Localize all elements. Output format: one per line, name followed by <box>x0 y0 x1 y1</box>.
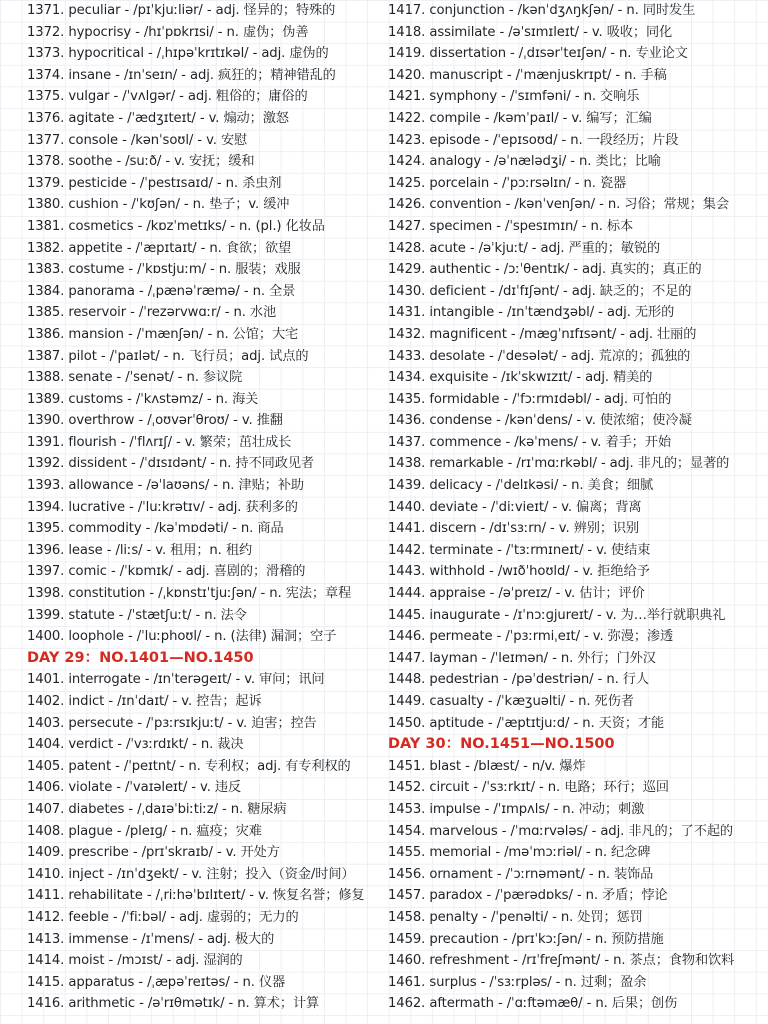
vocab-entry: 1381. cosmetics - /kɒzˈmetɪks/ - n. (pl.) 化妆品 <box>27 218 325 234</box>
vocab-entry: 1410. inject - /ɪnˈdʒekt/ - v. 注射；投入（资金/时间） <box>27 866 355 882</box>
vocab-entry: 1411. rehabilitate - /ˌriːhəˈbɪlɪteɪt/ - v. 恢复名誉；修复 <box>27 888 365 904</box>
right-column <box>388 0 766 1015</box>
vocab-entry: 1413. immense - /ɪˈmens/ - adj. 极大的 <box>27 931 275 947</box>
vocab-entry: 1426. convention - /kənˈvenʃən/ - n. 习俗；常规；集会 <box>388 197 729 213</box>
vocab-entry: 1408. plague - /pleɪɡ/ - n. 瘟疫；灾难 <box>27 823 262 839</box>
day-heading: DAY 29：NO.1401—NO.1450 <box>27 649 254 666</box>
vocab-entry: 1419. dissertation - /ˌdɪsərˈteɪʃən/ - n. 专业论文 <box>388 46 688 62</box>
vocab-entry: 1383. costume - /ˈkɒstjuːm/ - n. 服装；戏服 <box>27 262 301 278</box>
vocab-entry: 1373. hypocritical - /ˌhɪpəˈkrɪtɪkəl/ - adj. 虚伪的 <box>27 46 329 62</box>
vocab-entry: 1403. persecute - /ˈpɜːrsɪkjuːt/ - v. 迫害；控告 <box>27 715 317 731</box>
left-column <box>27 0 382 1015</box>
vocab-entry: 1440. deviate - /ˈdiːvieɪt/ - v. 偏离；背离 <box>388 499 642 515</box>
vocab-entry: 1375. vulgar - /ˈvʌlɡər/ - adj. 粗俗的；庸俗的 <box>27 89 308 105</box>
vocab-entry: 1444. appraise - /əˈpreɪz/ - v. 估计；评价 <box>388 586 645 602</box>
vocab-entry: 1382. appetite - /ˈæpɪtaɪt/ - n. 食欲；欲望 <box>27 240 292 256</box>
vocab-entry: 1372. hypocrisy - /hɪˈpɒkrɪsi/ - n. 虚伪；伪善 <box>27 24 309 40</box>
vocab-entry: 1457. paradox - /ˈpærədɒks/ - n. 矛盾；悖论 <box>388 888 668 904</box>
vocab-entry: 1452. circuit - /ˈsɜːrkɪt/ - n. 电路；环行；巡回 <box>388 780 669 796</box>
vocab-entry: 1428. acute - /əˈkjuːt/ - adj. 严重的；敏锐的 <box>388 240 661 256</box>
vocab-entry: 1449. casualty - /ˈkæʒuəlti/ - n. 死伤者 <box>388 694 634 709</box>
vocab-entry: 1406. violate - /ˈvaɪəleɪt/ - v. 违反 <box>27 780 242 796</box>
vocab-entry: 1450. aptitude - /ˈæptɪtjuːd/ - n. 天资；才能 <box>388 715 665 731</box>
vocab-entry: 1378. soothe - /suːð/ - v. 安抚；缓和 <box>27 154 255 170</box>
vocab-entry: 1424. analogy - /əˈnælədʒi/ - n. 类比；比喻 <box>388 154 661 170</box>
vocab-entry: 1434. exquisite - /ɪkˈskwɪzɪt/ - adj. 精美的 <box>388 370 653 386</box>
vocab-entry: 1404. verdict - /ˈvɜːrdɪkt/ - n. 裁决 <box>27 737 244 753</box>
vocab-entry: 1416. arithmetic - /əˈrɪθmətɪk/ - n. 算术；计算 <box>27 996 320 1012</box>
vocab-entry: 1412. feeble - /ˈfiːbəl/ - adj. 虚弱的；无力的 <box>27 909 299 925</box>
vocab-entry: 1374. insane - /ɪnˈseɪn/ - adj. 疯狂的；精神错乱的 <box>27 67 336 83</box>
vocab-entry: 1397. comic - /ˈkɒmɪk/ - adj. 喜剧的；滑稽的 <box>27 564 306 580</box>
vocab-entry: 1387. pilot - /ˈpaɪlət/ - n. 飞行员；adj. 试点的 <box>27 348 309 364</box>
vocab-entry: 1429. authentic - /ɔːˈθentɪk/ - adj. 真实的；真正的 <box>388 262 702 278</box>
vocab-entry: 1455. memorial - /məˈmɔːriəl/ - n. 纪念碑 <box>388 845 651 861</box>
vocab-entry: 1399. statute - /ˈstætʃuːt/ - n. 法令 <box>27 607 247 623</box>
vocab-entry: 1385. reservoir - /ˈrezərvwɑːr/ - n. 水池 <box>27 305 277 321</box>
vocab-entry: 1415. apparatus - /ˌæpəˈreɪtəs/ - n. 仪器 <box>27 974 286 990</box>
vocab-entry: 1454. marvelous - /ˈmɑːrvələs/ - adj. 非凡的；了不起的 <box>388 823 734 839</box>
vocab-entry: 1425. porcelain - /ˈpɔːrsəlɪn/ - n. 瓷器 <box>388 175 627 191</box>
vocab-entry: 1379. pesticide - /ˈpestɪsaɪd/ - n. 杀虫剂 <box>27 175 282 191</box>
vocab-entry: 1438. remarkable - /rɪˈmɑːrkəbl/ - adj. 非凡的；显著的 <box>388 456 730 472</box>
vocab-entry: 1396. lease - /liːs/ - v. 租用；n. 租约 <box>27 542 253 558</box>
vocab-entry: 1422. compile - /kəmˈpaɪl/ - v. 编写；汇编 <box>388 110 652 126</box>
vocab-entry: 1427. specimen - /ˈspesɪmɪn/ - n. 标本 <box>388 218 634 234</box>
vocab-entry: 1400. loophole - /ˈluːphoʊl/ - n. (法律) 漏洞；空子 <box>27 629 337 645</box>
vocab-entry: 1421. symphony - /ˈsɪmfəni/ - n. 交响乐 <box>388 89 640 105</box>
vocab-entry: 1435. formidable - /ˈfɔːrmɪdəbl/ - adj. 可怕的 <box>388 391 672 407</box>
vocab-entry: 1409. prescribe - /prɪˈskraɪb/ - v. 开处方 <box>27 845 280 861</box>
vocab-entry: 1405. patent - /ˈpeɪtnt/ - n. 专利权；adj. 有专利权的 <box>27 758 351 774</box>
vocab-entry: 1418. assimilate - /əˈsɪmɪleɪt/ - v. 吸收；同化 <box>388 24 673 40</box>
vocab-entry: 1451. blast - /blæst/ - n/v. 爆炸 <box>388 758 586 774</box>
vocab-entry: 1460. refreshment - /rɪˈfreʃmənt/ - n. 茶点；食物和饮料 <box>388 953 735 969</box>
vocab-entry: 1394. lucrative - /ˈluːkrətɪv/ - adj. 获利多的 <box>27 499 298 515</box>
vocab-entry: 1417. conjunction - /kənˈdʒʌŋkʃən/ - n. 同时发生 <box>388 3 696 18</box>
vocab-entry: 1393. allowance - /əˈlaʊəns/ - n. 津贴；补助 <box>27 478 304 494</box>
vocab-entry: 1431. intangible - /ɪnˈtændʒəbl/ - adj. 无形的 <box>388 305 675 321</box>
vocab-entry: 1430. deficient - /dɪˈfɪʃənt/ - adj. 缺乏的；不足的 <box>388 283 692 299</box>
vocab-entry: 1392. dissident - /ˈdɪsɪdənt/ - n. 持不同政见者 <box>27 456 315 472</box>
vocab-entry: 1433. desolate - /ˈdesələt/ - adj. 荒凉的；孤独的 <box>388 348 691 364</box>
vocab-entry: 1389. customs - /ˈkʌstəmz/ - n. 海关 <box>27 391 259 407</box>
vocab-entry: 1461. surplus - /ˈsɜːrpləs/ - n. 过剩；盈余 <box>388 974 647 990</box>
vocab-entry: 1420. manuscript - /ˈmænjuskrɪpt/ - n. 手稿 <box>388 67 667 83</box>
vocab-entry: 1423. episode - /ˈepɪsoʊd/ - n. 一段经历；片段 <box>388 132 679 148</box>
vocab-entry: 1447. layman - /ˈleɪmən/ - n. 外行；门外汉 <box>388 650 656 666</box>
vocab-entry: 1407. diabetes - /ˌdaɪəˈbiːtiːz/ - n. 糖尿病 <box>27 801 287 817</box>
vocab-entry: 1401. interrogate - /ɪnˈterəɡeɪt/ - v. 审问；讯问 <box>27 672 325 688</box>
vocab-entry: 1453. impulse - /ˈɪmpʌls/ - n. 冲动；刺激 <box>388 801 645 817</box>
vocab-entry: 1458. penalty - /ˈpenəlti/ - n. 处罚；惩罚 <box>388 909 643 925</box>
vocab-entry: 1448. pedestrian - /pəˈdestriən/ - n. 行人 <box>388 672 649 688</box>
vocab-entry: 1437. commence - /kəˈmens/ - v. 着手；开始 <box>388 434 671 450</box>
vocab-entry: 1384. panorama - /ˌpænəˈræmə/ - n. 全景 <box>27 283 296 299</box>
vocab-entry: 1371. peculiar - /pɪˈkjuːliər/ - adj. 怪异的；特殊的 <box>27 3 336 18</box>
vocab-entry: 1456. ornament - /ˈɔːrnəmənt/ - n. 装饰品 <box>388 866 654 882</box>
vocab-entry: 1376. agitate - /ˈædʒɪteɪt/ - v. 煽动；激怒 <box>27 110 289 126</box>
vocab-entry: 1414. moist - /mɔɪst/ - adj. 湿润的 <box>27 953 243 969</box>
vocab-entry: 1398. constitution - /ˌkɒnstɪˈtjuːʃən/ - n. 宪法；章程 <box>27 586 352 602</box>
vocab-entry: 1462. aftermath - /ˈɑːftəmæθ/ - n. 后果；创伤 <box>388 996 678 1012</box>
vocab-entry: 1443. withhold - /wɪðˈhoʊld/ - v. 拒绝给予 <box>388 564 650 580</box>
day-heading: DAY 30：NO.1451—NO.1500 <box>388 736 615 753</box>
vocab-entry: 1395. commodity - /kəˈmɒdəti/ - n. 商品 <box>27 521 284 537</box>
vocab-entry: 1442. terminate - /ˈtɜːrmɪneɪt/ - v. 使结束 <box>388 542 651 558</box>
vocab-entry: 1388. senate - /ˈsenət/ - n. 参议院 <box>27 370 243 386</box>
vocab-entry: 1459. precaution - /prɪˈkɔːʃən/ - n. 预防措施 <box>388 931 664 947</box>
vocab-entry: 1439. delicacy - /ˈdelɪkəsi/ - n. 美食；细腻 <box>388 478 654 494</box>
vocab-entry: 1446. permeate - /ˈpɜːrmiˌeɪt/ - v. 弥漫；渗透 <box>388 629 674 645</box>
vocab-entry: 1380. cushion - /ˈkʊʃən/ - n. 垫子；v. 缓冲 <box>27 197 290 213</box>
vocab-entry: 1445. inaugurate - /ɪˈnɔːɡjureɪt/ - v. 为…举行就职典礼 <box>388 607 726 623</box>
vocab-entry: 1386. mansion - /ˈmænʃən/ - n. 公馆；大宅 <box>27 326 299 342</box>
vocab-entry: 1390. overthrow - /ˌoʊvərˈθroʊ/ - v. 推翻 <box>27 413 283 429</box>
vocab-entry: 1391. flourish - /ˈflʌrɪʃ/ - v. 繁荣；茁壮成长 <box>27 434 292 450</box>
vocab-entry: 1432. magnificent - /mæɡˈnɪfɪsənt/ - adj. 壮丽的 <box>388 326 697 342</box>
vocab-entry: 1436. condense - /kənˈdens/ - v. 使浓缩；使冷凝 <box>388 413 692 429</box>
vocab-entry: 1377. console - /kənˈsoʊl/ - v. 安慰 <box>27 132 248 148</box>
vocab-entry: 1441. discern - /dɪˈsɜːrn/ - v. 辨别；识别 <box>388 521 640 537</box>
vocab-entry: 1402. indict - /ɪnˈdaɪt/ - v. 控告；起诉 <box>27 694 262 709</box>
